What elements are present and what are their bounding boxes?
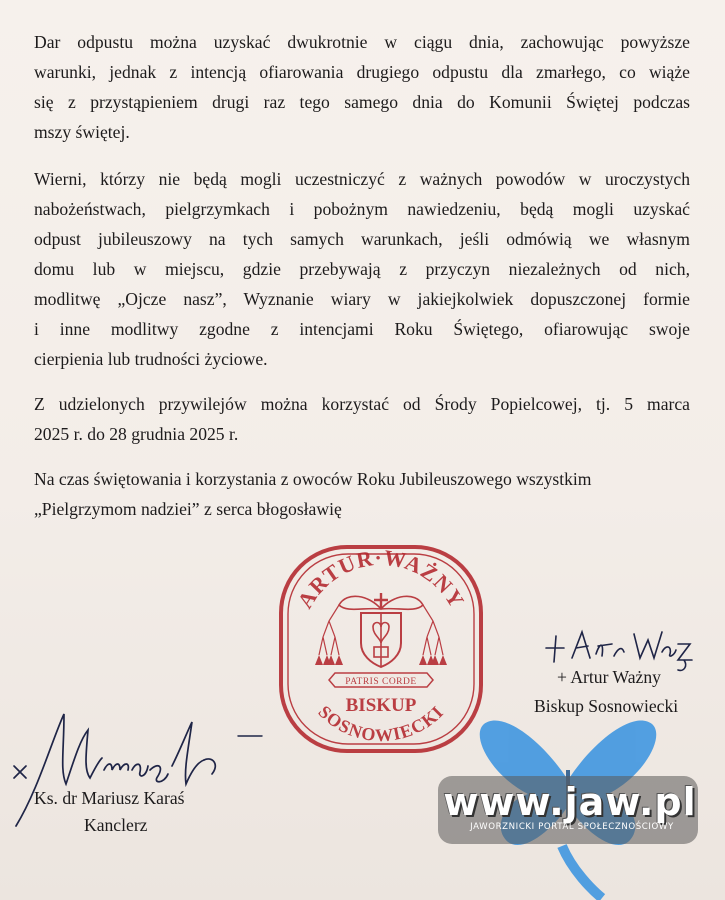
watermark-tagline: JAWORZNICKI PORTAL SPOŁECZNOŚCIOWY [470,822,674,832]
chancellor-name: Ks. dr Mariusz Karaś [34,788,185,808]
text-line: Dar odpustu można uzyskać dwukrotnie w ciągu dnia, zachowując powyższe [34,32,690,52]
text-line: Z udzielonych przywilejów można korzystać od Środy Popielcowej, tj. 5 marca [34,394,690,414]
coat-of-arms-icon [315,593,447,667]
text-line: warunki, jednak z intencją ofiarowania drugiego odpustu dla zmarłego, co wiąże [34,62,690,82]
paragraph-indulgence-twice [34,27,690,147]
paragraph-faithful-unable [34,164,690,374]
text-line: 2025 r. do 28 grudnia 2025 r. [34,424,239,444]
watermark-logo-text: www.jaw.pl [443,780,697,824]
text-line: się z przystąpieniem drugi raz tego samego dnia do Komunii Świętej podczas [34,92,690,112]
text-line: Wierni, którzy nie będą mogli uczestniczyć z ważnych powodów w uroczystych [34,169,690,189]
text-line: i inne modlitwy zgodne z intencjami Roku Świętego, ofiarowując swoje [34,319,690,339]
bishop-title: Biskup Sosnowiecki [534,696,679,716]
seal-bottom-line2: SOSNOWIECKI [314,701,448,746]
paragraph-privileges-dates [34,389,690,449]
text-line: domu lub w miejscu, gdzie przebywają z przyczyn niezależnych od nich, [34,259,690,279]
text-line: nabożeństwach, pielgrzymkach i pobożnym nawiedzeniu, będą mogli uzyskać [34,199,690,219]
seal-bottom-line1: BISKUP [345,695,417,716]
seal-top-text: ARTUR·WAŻNY [292,544,470,613]
bishop-name: + Artur Ważny [557,667,661,687]
text-line: odpust jubileuszowy na tych samych warunkach, jeśli odmówią we własnym [34,229,690,249]
text-line: cierpienia lub trudności życiowe. [34,349,268,369]
seal-motto: PATRIS CORDE [345,677,417,687]
text-line: „Pielgrzymom nadziei” z serca błogosławię [34,499,342,519]
text-line: modlitwę „Ojcze nasz”, Wyznanie wiary w jakiejkolwiek dopuszczonej formie [34,289,690,309]
paragraph-blessing [34,464,690,524]
text-line: Na czas świętowania i korzystania z owoców Roku Jubileuszowego wszystkim [34,469,592,489]
chancellor-title: Kanclerz [84,815,148,835]
text-line: mszy świętej. [34,122,130,142]
chancellor-signature-image [8,700,264,830]
